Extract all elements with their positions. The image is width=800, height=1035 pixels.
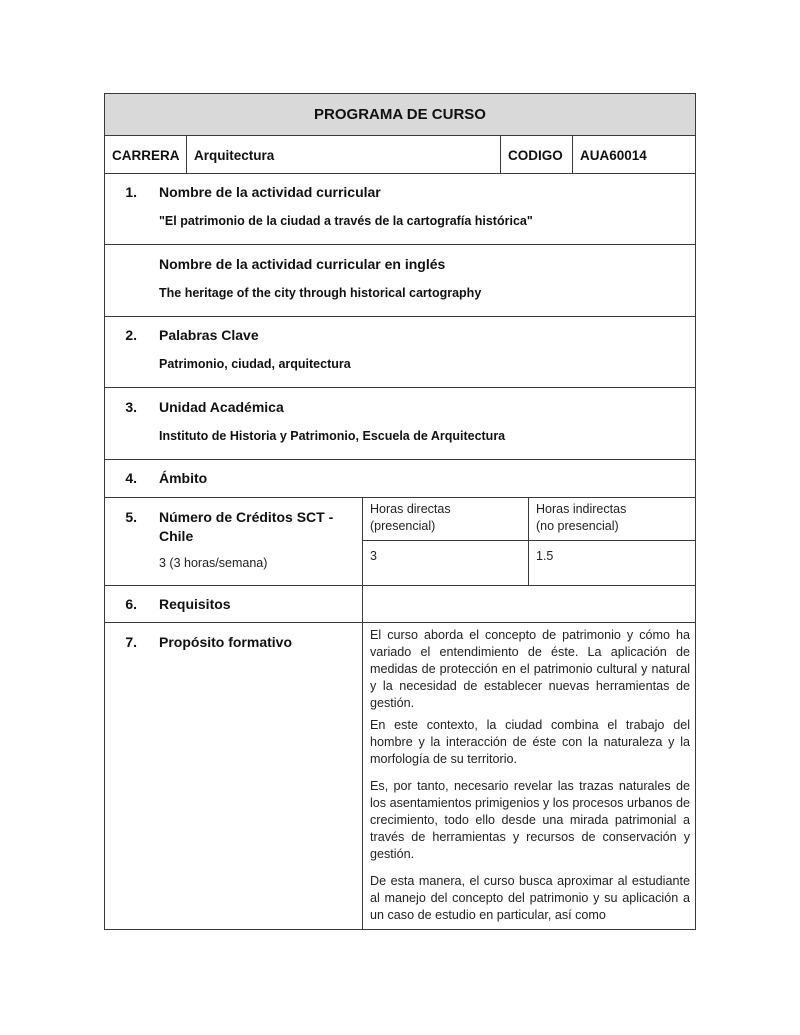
horas-indirectas-header: Horas indirectas (no presencial) (536, 502, 627, 533)
section-1-english (104, 244, 696, 317)
section-5-number: 5. (125, 509, 137, 525)
program-title-bar (104, 93, 696, 135)
section-2-title: Palabras Clave (159, 327, 259, 343)
purpose-paragraph-4: De esta manera, el curso busca aproximar al estudiante al manejo del concepto del patrimonio y su aplicación a un caso de estudio en particular, así como (370, 874, 690, 922)
section-1-title: Nombre de la actividad curricular (159, 184, 381, 200)
section-6-title: Requisitos (159, 596, 231, 612)
codigo-label: CODIGO (508, 147, 563, 163)
section-5-title-line2: Chile (159, 528, 194, 544)
purpose-paragraph-2: En este contexto, la ciudad combina el trabajo del hombre y la interacción de éste con la naturaleza y la morfología de su territorio. (370, 718, 690, 766)
carrera-label: CARRERA (112, 147, 180, 163)
section-3-value: Instituto de Historia y Patrimonio, Escuela de Arquitectura (159, 429, 506, 443)
carrera-row (104, 135, 696, 174)
section-2-number: 2. (125, 327, 137, 343)
section-1-english-value: The heritage of the city through historical cartography (159, 286, 482, 300)
section-3-number: 3. (125, 399, 137, 415)
purpose-paragraph-1: El curso aborda el concepto de patrimonio y cómo ha variado el entendimiento de éste. La aplicación de medidas de protección en el patrimonio cultural y natural y la necesidad de establecer nuevas herramientas de gestión. (370, 628, 690, 710)
program-title: PROGRAMA DE CURSO (314, 106, 486, 123)
section-6-number: 6. (125, 596, 137, 612)
section-7-number: 7. (125, 634, 137, 650)
section-4 (104, 459, 696, 498)
horas-directas-header: Horas directas (presencial) (370, 502, 451, 533)
codigo-value: AUA60014 (580, 147, 647, 163)
section-5-value: 3 (3 horas/semana) (159, 556, 268, 570)
section-1-english-title: Nombre de la actividad curricular en inglés (159, 256, 446, 272)
section-2-value: Patrimonio, ciudad, arquitectura (159, 357, 351, 371)
table-bottom-border (104, 929, 696, 930)
section-4-number: 4. (125, 470, 137, 486)
section-7-title: Propósito formativo (159, 634, 293, 650)
section-4-title: Ámbito (159, 470, 208, 486)
horas-directas-value: 3 (370, 549, 377, 563)
section-1-value: "El patrimonio de la ciudad a través de la cartografía histórica" (159, 214, 533, 228)
section-3 (104, 387, 696, 460)
section-5 (104, 497, 696, 586)
purpose-paragraph-3: Es, por tanto, necesario revelar las trazas naturales de los asentamientos primigenios y los procesos urbanos de crecimiento, todo ello desde una mirada patrimonial a través de herramientas y recursos de conservación y gestión. (370, 779, 690, 861)
carrera-value: Arquitectura (194, 147, 275, 163)
section-7 (104, 622, 696, 930)
section-6 (104, 585, 696, 623)
section-1-number: 1. (125, 184, 137, 200)
section-1 (104, 173, 696, 245)
section-3-title: Unidad Académica (159, 399, 284, 415)
section-5-title-line1: Número de Créditos SCT - (159, 509, 334, 525)
horas-indirectas-value: 1.5 (536, 549, 554, 563)
section-2 (104, 316, 696, 388)
